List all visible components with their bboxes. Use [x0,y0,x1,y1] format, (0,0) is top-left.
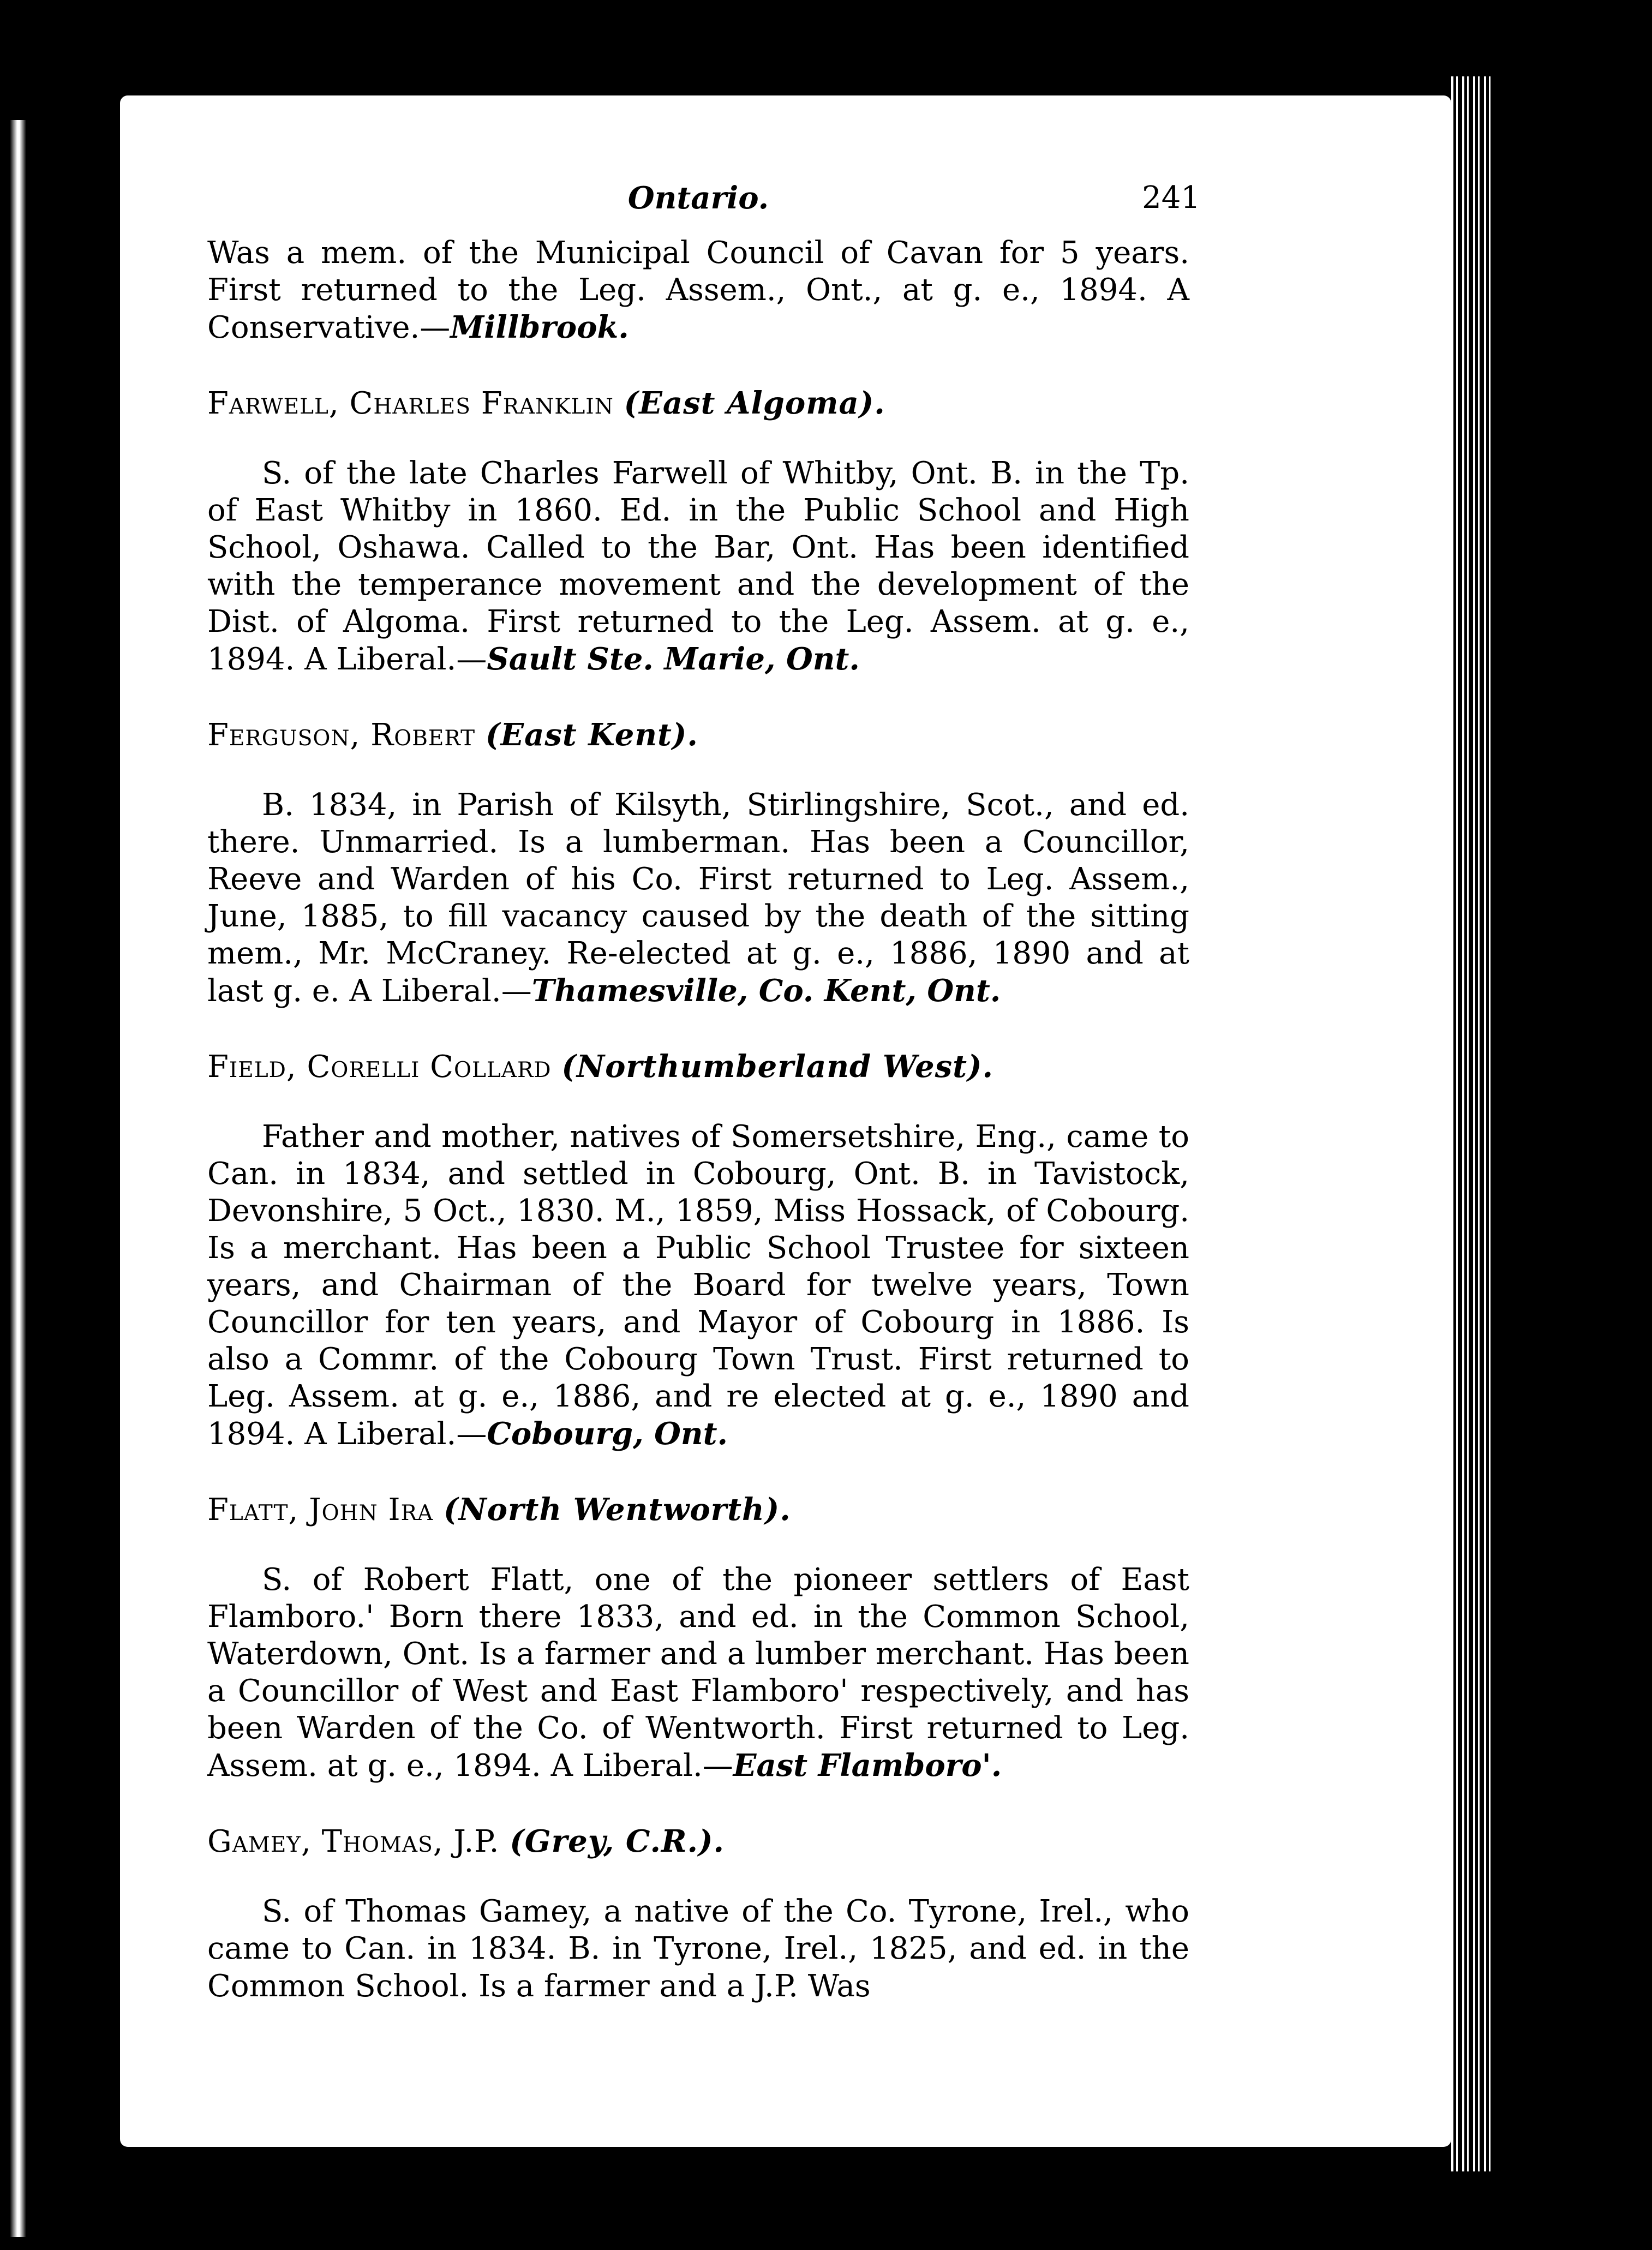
entry-heading [207,1048,1189,1086]
entry-name: Ferguson, Robert [207,717,476,753]
entry-name: Field, Corelli Collard [207,1049,552,1085]
entry-name: Flatt, John Ira [207,1492,434,1528]
page-content [207,180,1200,2005]
running-title: Ontario. [627,180,769,216]
entry [207,385,1189,678]
page-stack-edge [1451,76,1495,2171]
entry [207,1048,1189,1453]
entry-text: B. 1834, in Parish of Kilsyth, Stirlingshire, Scot., and ed. there. Unmarried. Is a lumberman. Has been a Councillor, Reeve and Warden of his Co. First returned to Leg. Assem., June, 1885, to fill vacancy caused by the death of the sitting mem., Mr. McCraney. Re-elected at g. e., 1886, 1890 and at last g. e. A Liberal.— [207,787,1189,1009]
running-head [207,180,1200,235]
entry [207,1823,1189,2005]
entry-text: S. of the late Charles Farwell of Whitby, Ont. B. in the Tp. of East Whitby in 1860. Ed. in the Public School and High School, Oshawa. Called to the Bar, Ont. Has been identified with the temperance movement and the development of the Dist. of Algoma. First returned to the Leg. Assem. at g. e., 1894. A Liberal.— [207,456,1189,677]
entry-text: S. of Robert Flatt, one of the pioneer settlers of East Flamboro.' Born there 1833, and ed. in the Common School, Waterdown, Ont. Is a farmer and a lumber merchant. Has been a Councillor of West and East Flamboro' respectively, and has been Warden of the Co. of Wentworth. First returned to Leg. Assem. at g. e., 1894. A Liberal.— [207,1562,1189,1784]
page-number: 241 [1142,180,1200,216]
continuation-location: Millbrook. [450,309,629,345]
entry-location: East Flamboro'. [733,1748,1002,1784]
entry-text: Father and mother, natives of Somersetshire, Eng., came to Can. in 1834, and settled in Cobourg, Ont. B. in Tavistock, Devonshire, 5 Oct., 1830. M., 1859, Miss Hossack, of Cobourg. Is a merchant. Has been a Public School Trustee for sixteen years, and Chairman of the Board for twelve years, Town Councillor for ten years, and Mayor of Cobourg in 1886. Is also a Commr. of the Cobourg Town Trust. First returned to Leg. Assem. at g. e., 1886, and re elected at g. e., 1890 and 1894. A Liberal.— [207,1119,1189,1452]
entry [207,716,1189,1010]
entry-location: Cobourg, Ont. [487,1416,728,1452]
entry-district: (North Wentworth). [443,1492,791,1528]
entry-name: Gamey, Thomas, J.P. [207,1824,500,1859]
entry-body [207,1893,1189,2005]
book-spine-edge [10,120,26,2237]
entry-heading [207,716,1189,754]
entry-name: Farwell, Charles Franklin [207,386,614,421]
entry-text: S. of Thomas Gamey, a native of the Co. Tyrone, Irel., who came to Can. in 1834. B. in Tyrone, Irel., 1825, and ed. in the Common School. Is a farmer and a J.P. Was [207,1894,1189,2004]
entry-heading [207,1823,1189,1860]
entry-body [207,1561,1189,1785]
entry-district: (East Kent). [485,717,698,753]
continuation-paragraph [207,235,1189,346]
entry-body [207,1118,1189,1453]
continuation-text: Was a mem. of the Municipal Council of Cavan for 5 years. First returned to the Leg. Assem., Ont., at g. e., 1894. A Conservative.— [207,235,1189,345]
entry-heading [207,1491,1189,1529]
entry-body [207,787,1189,1010]
entry-district: (East Algoma). [624,385,885,421]
entry-district: (Northumberland West). [561,1049,994,1085]
entry-district: (Grey, C.R.). [510,1823,725,1859]
entry-location: Thamesville, Co. Kent, Ont. [531,973,1001,1009]
entry-location: Sault Ste. Marie, Ont. [487,641,860,677]
entry-body [207,455,1189,678]
entry [207,1491,1189,1785]
entry-heading [207,385,1189,422]
